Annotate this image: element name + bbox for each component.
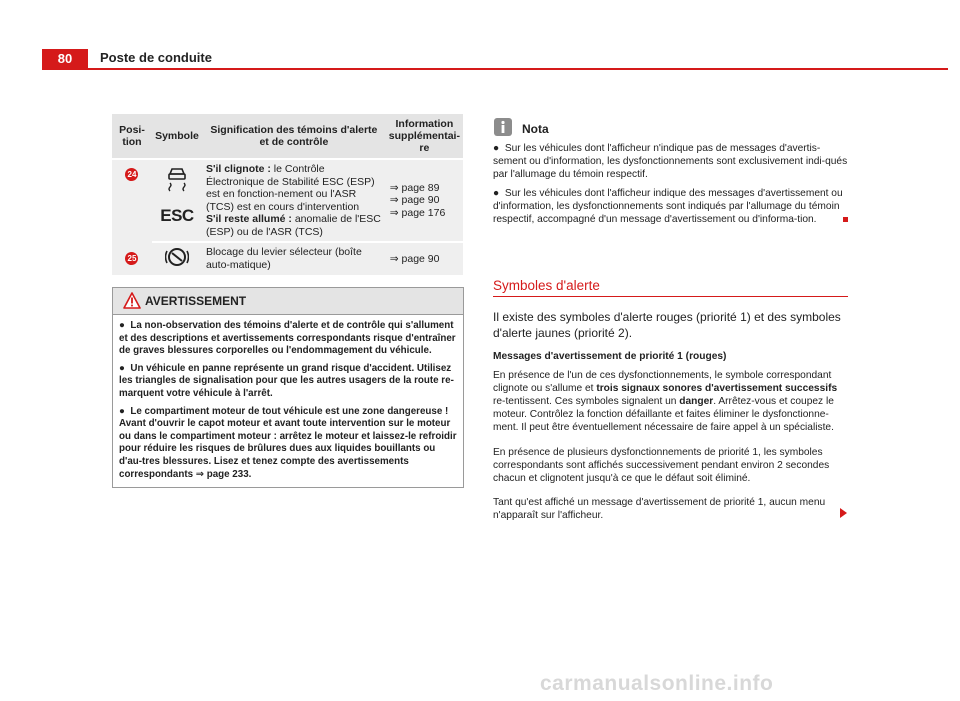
symbol-cell xyxy=(152,242,202,276)
page-ref-link[interactable]: ⇒ page 233. xyxy=(195,468,252,480)
paragraph xyxy=(493,369,848,434)
warning-lamps-table xyxy=(112,114,463,277)
section-end-marker xyxy=(843,217,848,222)
position-badge: 25 xyxy=(125,252,138,265)
paragraph-text: En présence de l'un de ces dysfonctionnements, le symbole correspondant clignote ou s'allume et xyxy=(493,370,832,394)
meaning-cell xyxy=(202,159,386,242)
col-header-symbol: Symbole xyxy=(152,114,202,159)
table-row xyxy=(112,242,463,276)
watermark: carmanualsonline.info xyxy=(540,672,774,695)
paragraph: En présence de plusieurs dysfonctionnements de priorité 1, les symboles correspondants sont affichés successivement pendant environ 2 secondes chacun et clignotent jusqu'à ce que le défaut soit éliminé. xyxy=(493,447,830,484)
page-number: 80 xyxy=(42,49,88,69)
warning-item: ● Le compartiment moteur de tout véhicule est une zone dangereuse ! Avant d'ouvrir le capot moteur et avant toute intervention sur le moteur ou dans le compartiment moteur : arrêtez le moteur et laissez-le refroidir pour réduire les risques de brûlures dues aux liquides bouillants ou d'au-tres blessures. Lisez et tenez compte des avertissements correspondants ⇒ page 233. xyxy=(119,405,457,480)
warning-title: AVERTISSEMENT xyxy=(145,294,247,308)
note-title: Nota xyxy=(522,122,549,136)
warning-item: ● La non-observation des témoins d'alerte et de contrôle qui s'allument et des descriptions et avertissements correspondants risque d'entraîner de graves blessures corporelles ou l'endommagement du véhicule. xyxy=(119,320,456,357)
table-row xyxy=(112,159,463,242)
meaning-text-steady: anomalie de l'ESC (ESP) ou de l'ASR (TCS) xyxy=(205,213,381,238)
info-cell xyxy=(386,159,463,242)
warning-item: ● Un véhicule en panne représente un grand risque d'accident. Utilisez les triangles de signalisation pour que les autres usagers de la route re-marquent votre véhicule à l'arrêt. xyxy=(119,362,454,399)
position-badge: 24 xyxy=(125,168,138,181)
position-cell xyxy=(112,242,152,276)
page-title: Poste de conduite xyxy=(100,50,212,65)
warning-box xyxy=(112,287,464,488)
table-header-row xyxy=(112,114,463,159)
warning-triangle-icon xyxy=(123,292,141,309)
section-subheading: Messages d'avertissement de priorité 1 (rouges) xyxy=(493,351,727,362)
paragraph: Tant qu'est affiché un message d'avertissement de priorité 1, aucun menu n'apparaît sur l'afficheur. xyxy=(493,497,826,521)
paragraph-text: re-tentissent. Ces symboles signalent un xyxy=(493,396,680,407)
meaning-cell: Blocage du levier sélecteur (boîte auto-matique) xyxy=(202,242,386,276)
warning-body xyxy=(113,315,463,481)
note-item-text: Sur les véhicules dont l'afficheur indique des messages d'avertissement ou d'information, les dysfonctionnements sont indiqués par l'allumage du témoin respectif, accompagné d'un message d'avertissement ou d'informa-tion. xyxy=(493,188,843,225)
section-lead: Il existe des symboles d'alerte rouges (priorité 1) et des symboles d'alerte jaunes (priorité 2). xyxy=(493,310,841,340)
paragraph-text: . Arrêtez-vous et coupez le moteur. Contrôlez la fonction défaillante et faites éliminer le dysfonctionne-ment. Il peut être éventuellement nécessaire de faire appel à un spécialiste. xyxy=(493,396,834,433)
continue-arrow-icon xyxy=(840,508,847,518)
meaning-label-blinking: S'il clignote : xyxy=(205,163,271,175)
col-header-meaning: Signification des témoins d'alerte et de contrôle xyxy=(202,114,386,159)
col-header-position xyxy=(112,114,152,159)
note-item: ● Sur les véhicules dont l'afficheur n'indique pas de messages d'avertis-sement ou d'information, les dysfonctionnements sont exclusivement indi-qués par l'allumage du témoin respectif. xyxy=(493,143,848,180)
meaning-text-blinking: le Contrôle Électronique de Stabilité ESC (ESP) est en fonction-nement ou l'ASR (TCS) est en cours d'intervention xyxy=(205,163,375,213)
paragraph-emphasis: trois signaux sonores d'avertissement successifs xyxy=(596,383,838,394)
position-cell xyxy=(112,159,152,242)
info-cell xyxy=(386,242,463,276)
symbol-cell xyxy=(152,159,202,242)
col-header-info: Information supplémentai-re xyxy=(386,114,463,159)
warning-item-text: La non-observation des témoins d'alerte et de contrôle qui s'allument et des descriptions et avertissements correspondants risque d'entraîner de graves blessures corporelles ou l'endommagement du véhicule. xyxy=(119,320,456,357)
esc-text-icon: ESC xyxy=(160,205,194,225)
page-ref-link[interactable]: ⇒ page 89 xyxy=(389,181,440,194)
warning-item-text: Un véhicule en panne représente un grand risque d'accident. Utilisez les triangles de signalisation pour que les autres usagers de la route re-marquent votre véhicule à l'arrêt. xyxy=(119,362,454,399)
note-body xyxy=(493,142,848,232)
section-title: Symboles d'alerte xyxy=(493,278,848,297)
page-ref-link[interactable]: ⇒ page 176 xyxy=(389,206,446,219)
warning-header xyxy=(113,288,463,315)
page-ref-link[interactable]: ⇒ page 90 xyxy=(389,194,440,207)
paragraph-emphasis: danger xyxy=(679,396,714,407)
gear-lever-lock-icon xyxy=(165,246,189,268)
col-header-position-text: Posi- tion xyxy=(119,124,145,148)
note-item-text: Sur les véhicules dont l'afficheur n'indique pas de messages d'avertis-sement ou d'information, les dysfonctionnements sont exclusivement indi-qués par l'allumage du témoin respectif. xyxy=(493,143,848,180)
esc-car-icon xyxy=(166,166,188,192)
page-ref-link[interactable]: ⇒ page 90 xyxy=(389,252,440,265)
meaning-label-steady: S'il reste allumé : xyxy=(205,213,292,225)
info-note-icon xyxy=(494,118,512,136)
note-item: ● Sur les véhicules dont l'afficheur indique des messages d'avertissement ou d'information, les dysfonctionnements sont indiqués par l'allumage du témoin respectif, accompagné d'un message d'avertissement ou d'informa-tion. xyxy=(493,187,848,226)
warning-item-text: Le compartiment moteur de tout véhicule est une zone dangereuse ! Avant d'ouvrir le capot moteur et avant toute intervention sur le moteur ou dans le compartiment moteur : arrêtez le moteur et laissez-le refroidir pour réduire les risques de brûlures dues aux liquides bouillants ou d'au-tres blessures. Lisez et tenez compte des avertissements correspondants xyxy=(119,405,457,480)
